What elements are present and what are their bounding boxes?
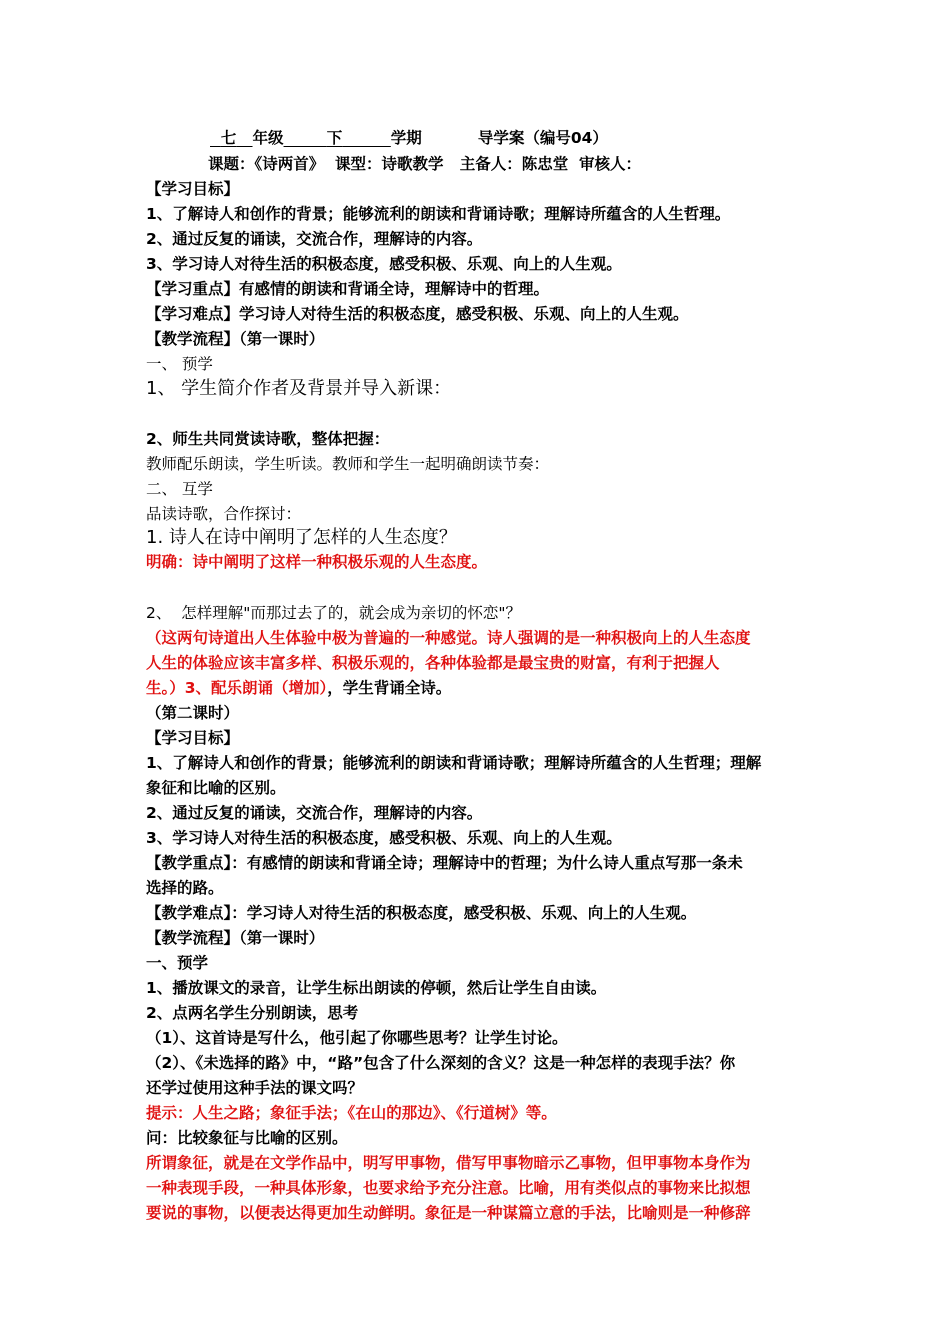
answer-1: 明确：诗中阐明了这样一种积极乐观的人生态度。 bbox=[146, 553, 488, 571]
header-line bbox=[210, 128, 608, 148]
term-value: 下 bbox=[326, 129, 343, 147]
goal-2: 2、通过反复的诵读，交流合作，理解诗的内容。 bbox=[146, 230, 483, 248]
goal-3: 3、学习诗人对待生活的积极态度，感受积极、乐观、向上的人生观。 bbox=[146, 255, 622, 273]
teaching-key-line-2: 选择的路。 bbox=[146, 879, 224, 897]
answer-2-line-2: 人生的体验应该丰富多样、积极乐观的，各种体验都是最宝贵的财富，有利于把握人 bbox=[146, 654, 720, 672]
pre-step-1: 1、 学生简介作者及背景并导入新课： bbox=[146, 378, 452, 399]
step-2: 2、点两名学生分别朗读，思考 bbox=[146, 1004, 359, 1022]
pre-step-2: 2、师生共同赏读诗歌，整体把握： bbox=[146, 430, 390, 448]
goal-2-3: 3、学习诗人对待生活的积极态度，感受积极、乐观、向上的人生观。 bbox=[146, 829, 622, 847]
sub-question-2-line-2: 还学过使用这种手法的课文吗？ bbox=[146, 1079, 364, 1097]
compare-question: 问：比较象征与比喻的区别。 bbox=[146, 1129, 348, 1147]
session-2-heading: （第二课时） bbox=[146, 704, 240, 722]
grade-suffix: 年级 bbox=[252, 129, 284, 147]
step-1: 1、播放课文的录音，让学生标出朗读的停顿，然后让学生自由读。 bbox=[146, 979, 607, 997]
hint: 提示：人生之路；象征手法；《在山的那边》、《行道树》等。 bbox=[146, 1104, 557, 1122]
answer-2-line-3 bbox=[146, 678, 451, 698]
key-point: 【学习重点】有感情的朗读和背诵全诗，理解诗中的哲理。 bbox=[146, 280, 550, 298]
doc-type: 导学案（编号04） bbox=[477, 129, 608, 147]
sub-question-1: （1）、这首诗是写什么，他引起了你哪些思考？让学生讨论。 bbox=[146, 1029, 568, 1047]
question-2: 2、 怎样理解"而那过去了的，就会成为亲切的怀恋"？ bbox=[146, 604, 521, 622]
answer-line-3: 要说的事物，以便表达得更加生动鲜明。象征是一种谋篇立意的手法，比喻则是一种修辞 bbox=[146, 1204, 751, 1222]
difficulty: 【学习难点】学习诗人对待生活的积极态度，感受积极、乐观、向上的人生观。 bbox=[146, 305, 689, 323]
teaching-key-line-1: 【教学重点】：有感情的朗读和背诵全诗；理解诗中的哲理；为什么诗人重点写那一条未 bbox=[146, 854, 743, 872]
goals-heading-2: 【学习目标】 bbox=[146, 729, 240, 747]
answer-2-line-1: （这两句诗道出人生体验中极为普遍的一种感觉。诗人强调的是一种积极向上的人生态度 bbox=[146, 629, 751, 647]
term-suffix: 学期 bbox=[390, 129, 422, 147]
pre-study-heading-2: 一、预学 bbox=[146, 954, 209, 972]
answer-2-line-3-red: 生。）3、配乐朗诵（增加） bbox=[146, 679, 328, 697]
teaching-flow: 【教学流程】（第一课时） bbox=[146, 330, 325, 348]
goal-1: 1、了解诗人和创作的背景；能够流利的朗读和背诵诗歌；理解诗所蕴含的人生哲理。 bbox=[146, 205, 731, 223]
goal-2-2: 2、通过反复的诵读，交流合作，理解诗的内容。 bbox=[146, 804, 483, 822]
goals-heading: 【学习目标】 bbox=[146, 180, 240, 198]
answer-line-1: 所谓象征，就是在文学作品中，明写甲事物，借写甲事物暗示乙事物，但甲事物本身作为 bbox=[146, 1154, 751, 1172]
mutual-study-heading: 二、 互学 bbox=[146, 480, 213, 498]
teaching-flow-2: 【教学流程】（第一课时） bbox=[146, 929, 325, 947]
goal-2-1-line-2: 象征和比喻的区别。 bbox=[146, 779, 286, 797]
mutual-intro: 品读诗歌，合作探讨： bbox=[146, 505, 302, 523]
answer-2-line-3-black: ，学生背诵全诗。 bbox=[327, 679, 452, 697]
pre-step-2-detail: 教师配乐朗读，学生听读。教师和学生一起明确朗读节奏： bbox=[146, 455, 550, 473]
goal-2-1-line-1: 1、了解诗人和创作的背景；能够流利的朗读和背诵诗歌；理解诗所蕴含的人生哲理；理解 bbox=[146, 754, 762, 772]
header-meta: 课题：《诗两首》 课型：诗歌教学 主备人：陈忠堂 审核人： bbox=[208, 155, 642, 173]
question-1: 1. 诗人在诗中阐明了怎样的人生态度？ bbox=[146, 527, 457, 548]
sub-question-2-line-1: （2）、《未选择的路》中，“路”包含了什么深刻的含义？这是一种怎样的表现手法？你 bbox=[146, 1054, 736, 1072]
answer-line-2: 一种表现手段，一种具体形象，也要求给予充分注意。比喻，用有类似点的事物来比拟想 bbox=[146, 1179, 751, 1197]
grade-value: 七 bbox=[220, 129, 237, 147]
teaching-difficulty: 【教学难点】：学习诗人对待生活的积极态度，感受积极、乐观、向上的人生观。 bbox=[146, 904, 697, 922]
pre-study-heading: 一、 预学 bbox=[146, 355, 213, 373]
